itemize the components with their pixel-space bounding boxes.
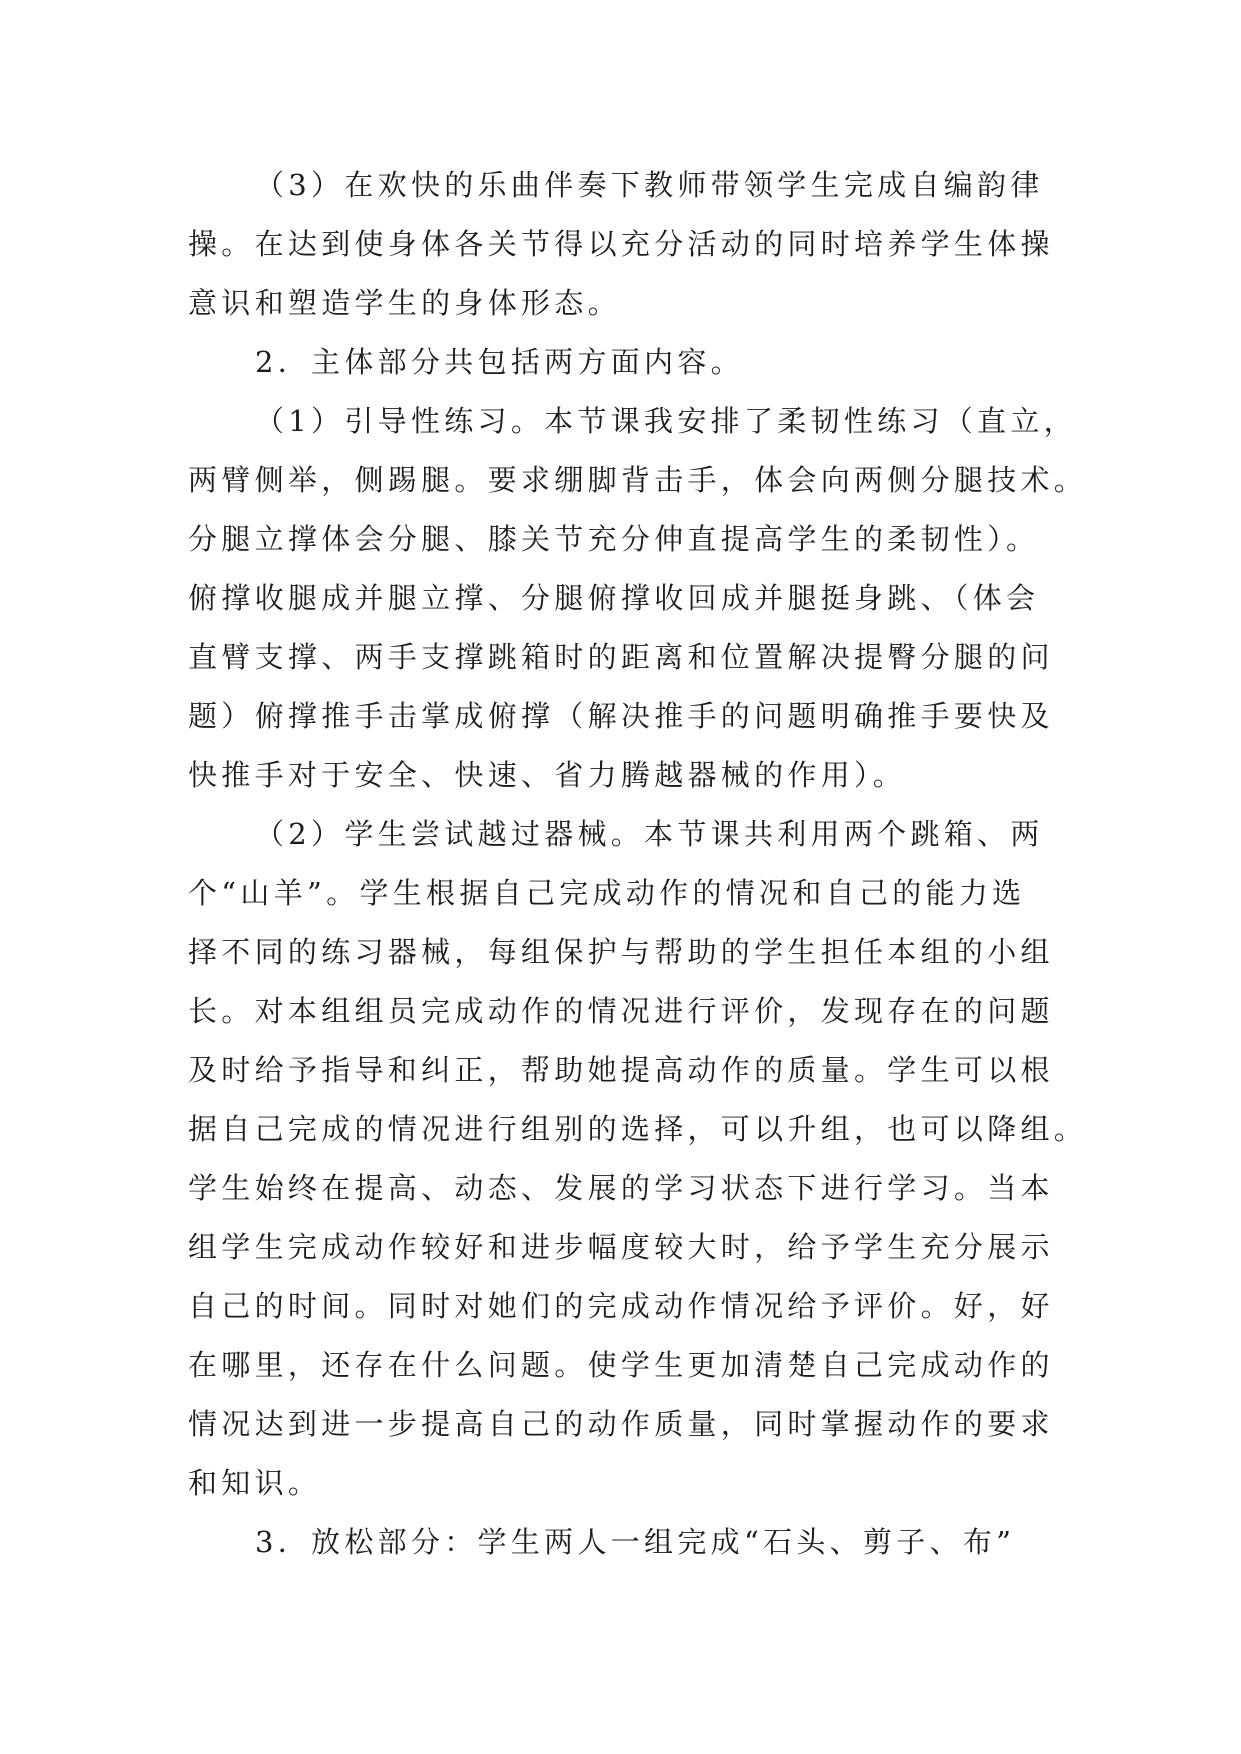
text-line: （1）引导性练习。本节课我安排了柔韧性练习（直立， <box>255 404 1077 438</box>
text-line: 分腿立撑体会分腿、膝关节充分伸直提高学生的柔韧性）。 <box>188 522 1040 556</box>
text-line: 2．主体部分共包括两方面内容。 <box>255 345 744 379</box>
text-line: 自己的时间。同时对她们的完成动作情况给予评价。好，好 <box>188 1289 1054 1323</box>
text-line: 题）俯撑推手击掌成俯撑（解决推手的问题明确推手要快及 <box>188 699 1054 733</box>
text-line: 操。在达到使身体各关节得以充分活动的同时培养学生体操 <box>188 227 1054 261</box>
text-line: 直臂支撑、两手支撑跳箱时的距离和位置解决提臀分腿的问 <box>188 640 1054 674</box>
text-line: 个“山羊”。学生根据自己完成动作的情况和自己的能力选 <box>188 876 1026 910</box>
text-line: 组学生完成动作较好和进步幅度较大时，给予学生充分展示 <box>188 1230 1054 1264</box>
text-line: （2）学生尝试越过器械。本节课共利用两个跳箱、两 <box>255 817 1044 851</box>
text-line: 长。对本组组员完成动作的情况进行评价，发现存在的问题 <box>188 994 1054 1028</box>
text-line: 两臂侧举，侧踢腿。要求绷脚背击手，体会向两侧分腿技术。 <box>188 463 1088 497</box>
text-line: 情况达到进一步提高自己的动作质量，同时掌握动作的要求 <box>188 1407 1054 1441</box>
paragraph-apparatus-attempt <box>188 805 1088 1513</box>
text-line: 和知识。 <box>188 1466 322 1500</box>
text-line: 3．放松部分：学生两人一组完成“石头、剪子、布” <box>255 1525 1016 1559</box>
text-line: 及时给予指导和纠正，帮助她提高动作的质量。学生可以根 <box>188 1053 1054 1087</box>
paragraph-main-part-heading <box>188 333 1054 392</box>
text-line: 在哪里，还存在什么问题。使学生更加清楚自己完成动作的 <box>188 1348 1054 1382</box>
text-line: 俯撑收腿成并腿立撑、分腿俯撑收回成并腿挺身跳、（体会 <box>188 581 1040 615</box>
text-line: 据自己完成的情况进行组别的选择，可以升组，也可以降组。 <box>188 1112 1088 1146</box>
text-line: 学生始终在提高、动态、发展的学习状态下进行学习。当本 <box>188 1171 1054 1205</box>
text-line: 快推手对于安全、快速、省力腾越器械的作用）。 <box>188 758 907 792</box>
text-line: 择不同的练习器械，每组保护与帮助的学生担任本组的小组 <box>188 935 1054 969</box>
text-line: （3）在欢快的乐曲伴奏下教师带领学生完成自编韵律 <box>255 168 1044 202</box>
body-text <box>188 156 1088 1572</box>
paragraph-guided-practice <box>188 392 1088 805</box>
text-line: 意识和塑造学生的身体形态。 <box>188 286 621 320</box>
paragraph-warmup-exercise <box>188 156 1054 333</box>
paragraph-relaxation-part <box>188 1513 1054 1572</box>
